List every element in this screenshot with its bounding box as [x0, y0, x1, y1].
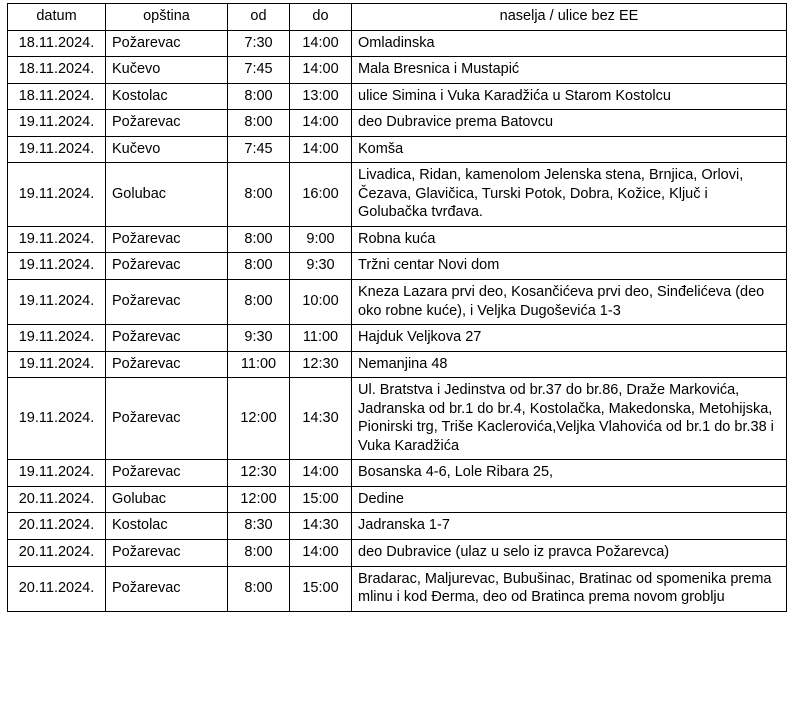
cell-do: 14:00: [290, 110, 352, 137]
cell-do: 14:30: [290, 513, 352, 540]
cell-datum: 19.11.2024.: [8, 253, 106, 280]
cell-od: 8:30: [228, 513, 290, 540]
cell-datum: 20.11.2024.: [8, 566, 106, 611]
cell-od: 8:00: [228, 566, 290, 611]
cell-opstina: Požarevac: [106, 460, 228, 487]
cell-do: 14:00: [290, 57, 352, 84]
column-header-do: do: [290, 4, 352, 31]
table-row: [8, 513, 787, 540]
cell-od: 7:30: [228, 30, 290, 57]
cell-opstina: Požarevac: [106, 30, 228, 57]
cell-datum: 19.11.2024.: [8, 378, 106, 460]
cell-opstina: Golubac: [106, 163, 228, 227]
cell-opstina: Golubac: [106, 486, 228, 513]
cell-naselja: deo Dubravice prema Batovcu: [352, 110, 787, 137]
table-row: [8, 280, 787, 325]
cell-opstina: Požarevac: [106, 110, 228, 137]
cell-do: 15:00: [290, 486, 352, 513]
column-header-naselja: naselja / ulice bez EE: [352, 4, 787, 31]
cell-naselja: Bosanska 4-6, Lole Ribara 25,: [352, 460, 787, 487]
cell-do: 9:30: [290, 253, 352, 280]
table-body: [8, 30, 787, 611]
cell-naselja: Omladinska: [352, 30, 787, 57]
cell-datum: 18.11.2024.: [8, 30, 106, 57]
cell-datum: 20.11.2024.: [8, 513, 106, 540]
cell-opstina: Požarevac: [106, 566, 228, 611]
table-row: [8, 136, 787, 163]
cell-opstina: Požarevac: [106, 253, 228, 280]
cell-do: 14:00: [290, 136, 352, 163]
cell-datum: 18.11.2024.: [8, 83, 106, 110]
cell-od: 8:00: [228, 226, 290, 253]
cell-opstina: Kostolac: [106, 513, 228, 540]
cell-opstina: Kostolac: [106, 83, 228, 110]
column-header-od: od: [228, 4, 290, 31]
cell-do: 10:00: [290, 280, 352, 325]
cell-do: 13:00: [290, 83, 352, 110]
table-row: [8, 486, 787, 513]
cell-opstina: Požarevac: [106, 325, 228, 352]
cell-od: 8:00: [228, 540, 290, 567]
table-row: [8, 351, 787, 378]
cell-datum: 19.11.2024.: [8, 325, 106, 352]
cell-od: 12:00: [228, 486, 290, 513]
cell-od: 7:45: [228, 136, 290, 163]
cell-od: 12:00: [228, 378, 290, 460]
table-row: [8, 57, 787, 84]
cell-opstina: Požarevac: [106, 540, 228, 567]
table-row: [8, 460, 787, 487]
cell-od: 8:00: [228, 110, 290, 137]
cell-naselja: Nemanjina 48: [352, 351, 787, 378]
cell-naselja: deo Dubravice (ulaz u selo iz pravca Požarevca): [352, 540, 787, 567]
cell-opstina: Požarevac: [106, 351, 228, 378]
cell-od: 8:00: [228, 280, 290, 325]
cell-opstina: Požarevac: [106, 280, 228, 325]
table-row: [8, 325, 787, 352]
table-row: [8, 110, 787, 137]
cell-naselja: Hajduk Veljkova 27: [352, 325, 787, 352]
cell-od: 9:30: [228, 325, 290, 352]
cell-naselja: Robna kuća: [352, 226, 787, 253]
cell-od: 8:00: [228, 163, 290, 227]
cell-opstina: Požarevac: [106, 226, 228, 253]
column-header-datum: datum: [8, 4, 106, 31]
cell-naselja: Kneza Lazara prvi deo, Kosančićeva prvi deo, Sinđelićeva (deo oko robne kuće), i Veljka Dugoševića 1-3: [352, 280, 787, 325]
cell-opstina: Kučevo: [106, 136, 228, 163]
column-header-opstina: opština: [106, 4, 228, 31]
table-header: [8, 4, 787, 31]
cell-datum: 19.11.2024.: [8, 136, 106, 163]
cell-od: 8:00: [228, 83, 290, 110]
cell-naselja: Dedine: [352, 486, 787, 513]
cell-datum: 19.11.2024.: [8, 351, 106, 378]
cell-naselja: Komša: [352, 136, 787, 163]
cell-do: 16:00: [290, 163, 352, 227]
cell-od: 7:45: [228, 57, 290, 84]
table-row: [8, 566, 787, 611]
cell-datum: 20.11.2024.: [8, 540, 106, 567]
table-header-row: [8, 4, 787, 31]
cell-do: 14:00: [290, 540, 352, 567]
cell-datum: 20.11.2024.: [8, 486, 106, 513]
cell-od: 8:00: [228, 253, 290, 280]
cell-naselja: ulice Simina i Vuka Karadžića u Starom Kostolcu: [352, 83, 787, 110]
cell-naselja: Jadranska 1-7: [352, 513, 787, 540]
table-row: [8, 540, 787, 567]
cell-od: 11:00: [228, 351, 290, 378]
table-row: [8, 226, 787, 253]
cell-do: 9:00: [290, 226, 352, 253]
power-outage-table: [7, 3, 787, 612]
cell-datum: 19.11.2024.: [8, 163, 106, 227]
cell-do: 14:00: [290, 30, 352, 57]
table-row: [8, 378, 787, 460]
cell-opstina: Požarevac: [106, 378, 228, 460]
table-row: [8, 30, 787, 57]
table-row: [8, 163, 787, 227]
cell-naselja: Ul. Bratstva i Jedinstva od br.37 do br.86, Draže Markovića, Jadranska od br.1 do br.4, Kostolačka, Makedonska, Metohijska, Pionirski trg, Triše Kaclerovića,Veljka Vlahovića od br.1 do br.38 i Vuka Karadžića: [352, 378, 787, 460]
cell-datum: 19.11.2024.: [8, 280, 106, 325]
cell-datum: 19.11.2024.: [8, 110, 106, 137]
table-row: [8, 253, 787, 280]
cell-do: 14:30: [290, 378, 352, 460]
cell-do: 11:00: [290, 325, 352, 352]
cell-do: 14:00: [290, 460, 352, 487]
cell-do: 12:30: [290, 351, 352, 378]
cell-naselja: Tržni centar Novi dom: [352, 253, 787, 280]
cell-naselja: Bradarac, Maljurevac, Bubušinac, Bratinac od spomenika prema mlinu i kod Đerma, deo od Bratinca prema novom groblju: [352, 566, 787, 611]
cell-od: 12:30: [228, 460, 290, 487]
table-row: [8, 83, 787, 110]
cell-datum: 19.11.2024.: [8, 460, 106, 487]
cell-naselja: Mala Bresnica i Mustapić: [352, 57, 787, 84]
cell-do: 15:00: [290, 566, 352, 611]
cell-datum: 19.11.2024.: [8, 226, 106, 253]
cell-datum: 18.11.2024.: [8, 57, 106, 84]
cell-opstina: Kučevo: [106, 57, 228, 84]
cell-naselja: Livadica, Ridan, kamenolom Jelenska stena, Brnjica, Orlovi, Čezava, Glavičica, Turski Potok, Dobra, Kožice, Ključ i Golubačka tvrđava.: [352, 163, 787, 227]
